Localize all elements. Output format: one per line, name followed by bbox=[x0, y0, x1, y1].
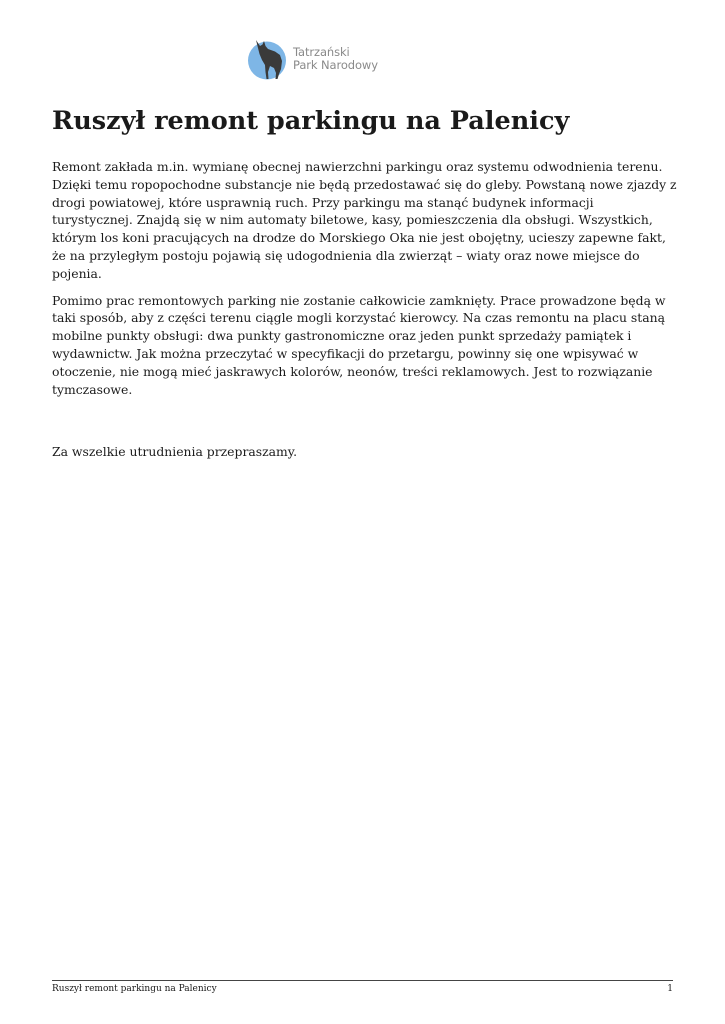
logo-wordmark bbox=[293, 46, 378, 72]
logo-line-1: Tatrzański bbox=[293, 45, 350, 59]
footer-title: Ruszył remont parkingu na Palenicy bbox=[52, 984, 217, 994]
chamois-logo-icon bbox=[247, 38, 287, 80]
article-title: Ruszył remont parkingu na Palenicy bbox=[52, 106, 570, 136]
paragraph-1: Remont zakłada m.in. wymianę obecnej nawierzchni parkingu oraz systemu odwodnienia terenu. Dzięki temu ropopochodne substancje nie będą przedostawać się do gleby. Powstaną nowe zjazdy z drogi powiatowej, które usprawnią ruch. Przy parkingu ma stanąć budynek informacji turystycznej. Znajdą się w nim automaty biletowe, kasy, pomieszczenia dla obsługi. Wszystkich, którym los koni pracujących na drodze do Morskiego Oka nie jest obojętny, ucieszy zapewne fakt, że na przyległym postoju pojawią się udogodnienia dla zwierząt – wiaty oraz nowe miejsce do pojenia. bbox=[52, 159, 677, 281]
footer-divider bbox=[52, 980, 673, 981]
paragraph-2: Pomimo prac remontowych parking nie zostanie całkowicie zamknięty. Prace prowadzone będą w taki sposób, aby z części terenu ciągle mogli korzystać kierowcy. Na czas remontu na placu staną mobilne punkty obsługi: dwa punkty gastronomiczne oraz jeden punkt sprzedaży pamiątek i wydawnictw. Jak można przeczytać w specyfikacji do przetargu, powinny się one wpisywać w otoczenie, nie mogą mieć jaskrawych kolorów, neonów, treści reklamowych. Jest to rozwiązanie tymczasowe. bbox=[52, 292, 666, 397]
park-logo bbox=[247, 38, 378, 80]
article-body bbox=[52, 158, 677, 461]
logo-line-2: Park Narodowy bbox=[293, 58, 378, 72]
page-number: 1 bbox=[667, 984, 673, 994]
closing-line: Za wszelkie utrudnienia przepraszamy. bbox=[52, 444, 298, 460]
